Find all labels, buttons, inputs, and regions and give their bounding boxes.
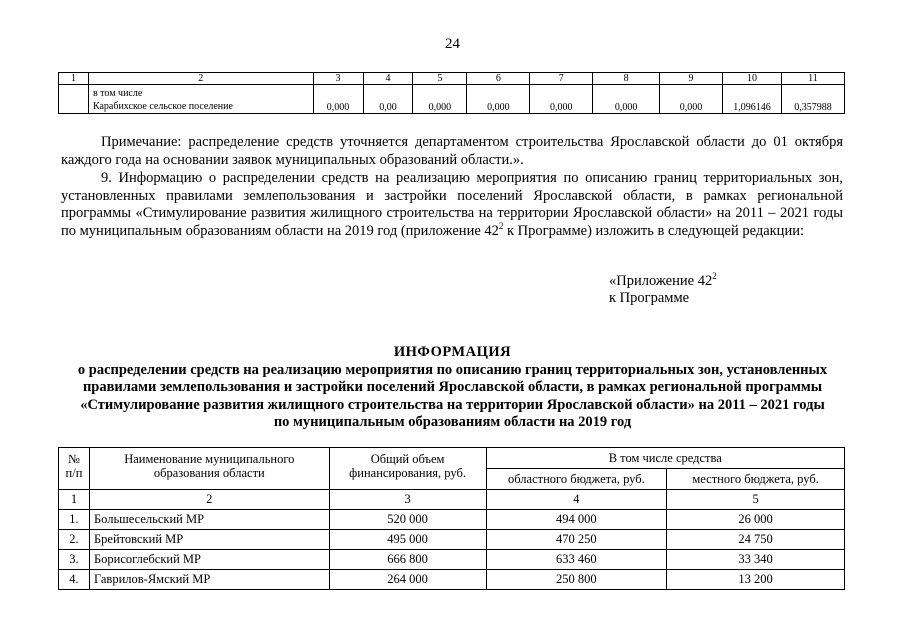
header-text: Общий объем (370, 452, 445, 466)
title-line: по муниципальным образованиям области на 2019 год (273, 414, 632, 430)
row-name: Большесельский МР (89, 510, 329, 530)
row-num: 1. (59, 510, 90, 530)
document-title (40, 344, 865, 432)
column-index: 1 (59, 490, 90, 510)
row-regional: 633 460 (486, 550, 667, 570)
table-row (59, 550, 845, 570)
table-row (59, 570, 845, 590)
note-paragraph (61, 134, 843, 169)
row-num: 4. (59, 570, 90, 590)
appendix-line1 (609, 273, 717, 290)
header-num (59, 448, 90, 490)
appendix-text: «Приложение 42 (609, 273, 713, 289)
table-cell: 1,096146 (723, 85, 782, 114)
header-name (89, 448, 329, 490)
continuation-table (58, 72, 845, 114)
row-total: 495 000 (329, 530, 486, 550)
column-index: 8 (593, 73, 660, 85)
column-index: 5 (667, 490, 845, 510)
column-index: 6 (467, 73, 530, 85)
table-cell: 0,000 (530, 85, 593, 114)
row-total: 666 800 (329, 550, 486, 570)
column-index: 11 (781, 73, 844, 85)
appendix-line2: к Программе (609, 290, 690, 306)
header-text: Наименование муниципального (124, 452, 295, 466)
row-name: Гаврилов-Ямский МР (89, 570, 329, 590)
row-regional: 250 800 (486, 570, 667, 590)
row-local: 24 750 (667, 530, 845, 550)
continuation-table-header-row (59, 73, 845, 85)
note-text: Примечание: распределение средств уточняется департаментом строительства Ярославской области до 01 октября каждого года на основании заявок муниципальных образований области.». (61, 134, 843, 168)
title-line: о распределении средств на реализацию мероприятия по описанию границ территориальных зон, установленных (77, 361, 828, 378)
column-index: 10 (723, 73, 782, 85)
row-label-name: Карабихское сельское поселение (92, 101, 233, 112)
item9-text-part: 9. Информацию о распределении средств на реализацию мероприятия по описанию границ территориальных зон, установленных правилами землепользования и застройки поселений Ярославской области, в рамках региональной программы «Стимулирование развития жилищного строительства на территории Ярославской области» на 2011 – 2021 годы по муниципальным образованиям области на 2019 год (приложение 42 (61, 170, 843, 239)
column-index: 5 (413, 73, 467, 85)
title-main: ИНФОРМАЦИЯ (393, 344, 512, 360)
column-index: 3 (313, 73, 363, 85)
header-local: местного бюджета, руб. (667, 469, 845, 490)
appendix-reference (609, 273, 717, 307)
superscript: 2 (498, 220, 504, 231)
row-num: 3. (59, 550, 90, 570)
row-name: Брейтовский МР (89, 530, 329, 550)
row-regional: 470 250 (486, 530, 667, 550)
column-index: 3 (329, 490, 486, 510)
empty-cell (59, 85, 89, 114)
row-total: 520 000 (329, 510, 486, 530)
column-index: 4 (363, 73, 413, 85)
column-index: 2 (88, 73, 313, 85)
superscript: 2 (712, 271, 717, 282)
row-num: 2. (59, 530, 90, 550)
page-number: 24 (445, 36, 460, 52)
column-index: 4 (486, 490, 667, 510)
table-cell: 0,357988 (781, 85, 844, 114)
table-cell: 0,000 (413, 85, 467, 114)
table-cell: 0,000 (313, 85, 363, 114)
table-cell: 0,000 (593, 85, 660, 114)
row-local: 33 340 (667, 550, 845, 570)
header-total (329, 448, 486, 490)
title-line: «Стимулирование развития жилищного строительства на территории Ярославской области» на 2011 – 2021 годы (80, 396, 825, 413)
column-index: 9 (660, 73, 723, 85)
column-index: 7 (530, 73, 593, 85)
table-cell: 0,000 (467, 85, 530, 114)
table-index-row (59, 490, 845, 510)
header-text: № (68, 452, 80, 466)
financing-table (58, 447, 845, 590)
row-name: Борисоглебский МР (89, 550, 329, 570)
header-regional: областного бюджета, руб. (486, 469, 667, 490)
item9-paragraph (61, 170, 843, 240)
row-label (88, 85, 313, 114)
column-index: 1 (59, 73, 89, 85)
header-text: финансирования, руб. (349, 466, 466, 480)
row-total: 264 000 (329, 570, 486, 590)
table-cell: 0,000 (660, 85, 723, 114)
header-text: п/п (65, 466, 83, 480)
table-cell: 0,00 (363, 85, 413, 114)
table-header-row (59, 448, 845, 469)
row-local: 13 200 (667, 570, 845, 590)
row-label-top: в том числе (92, 88, 143, 99)
table-row (59, 85, 845, 114)
column-index: 2 (89, 490, 329, 510)
header-text: образования области (153, 466, 265, 480)
header-incl: В том числе средства (486, 448, 845, 469)
title-line: правилами землепользования и застройки поселений Ярославской области, в рамках региональной программы (82, 379, 823, 395)
row-regional: 494 000 (486, 510, 667, 530)
item9-text-part: к Программе) изложить в следующей редакции: (503, 222, 804, 239)
table-row (59, 510, 845, 530)
item9-text (61, 170, 843, 240)
table-row (59, 530, 845, 550)
row-local: 26 000 (667, 510, 845, 530)
